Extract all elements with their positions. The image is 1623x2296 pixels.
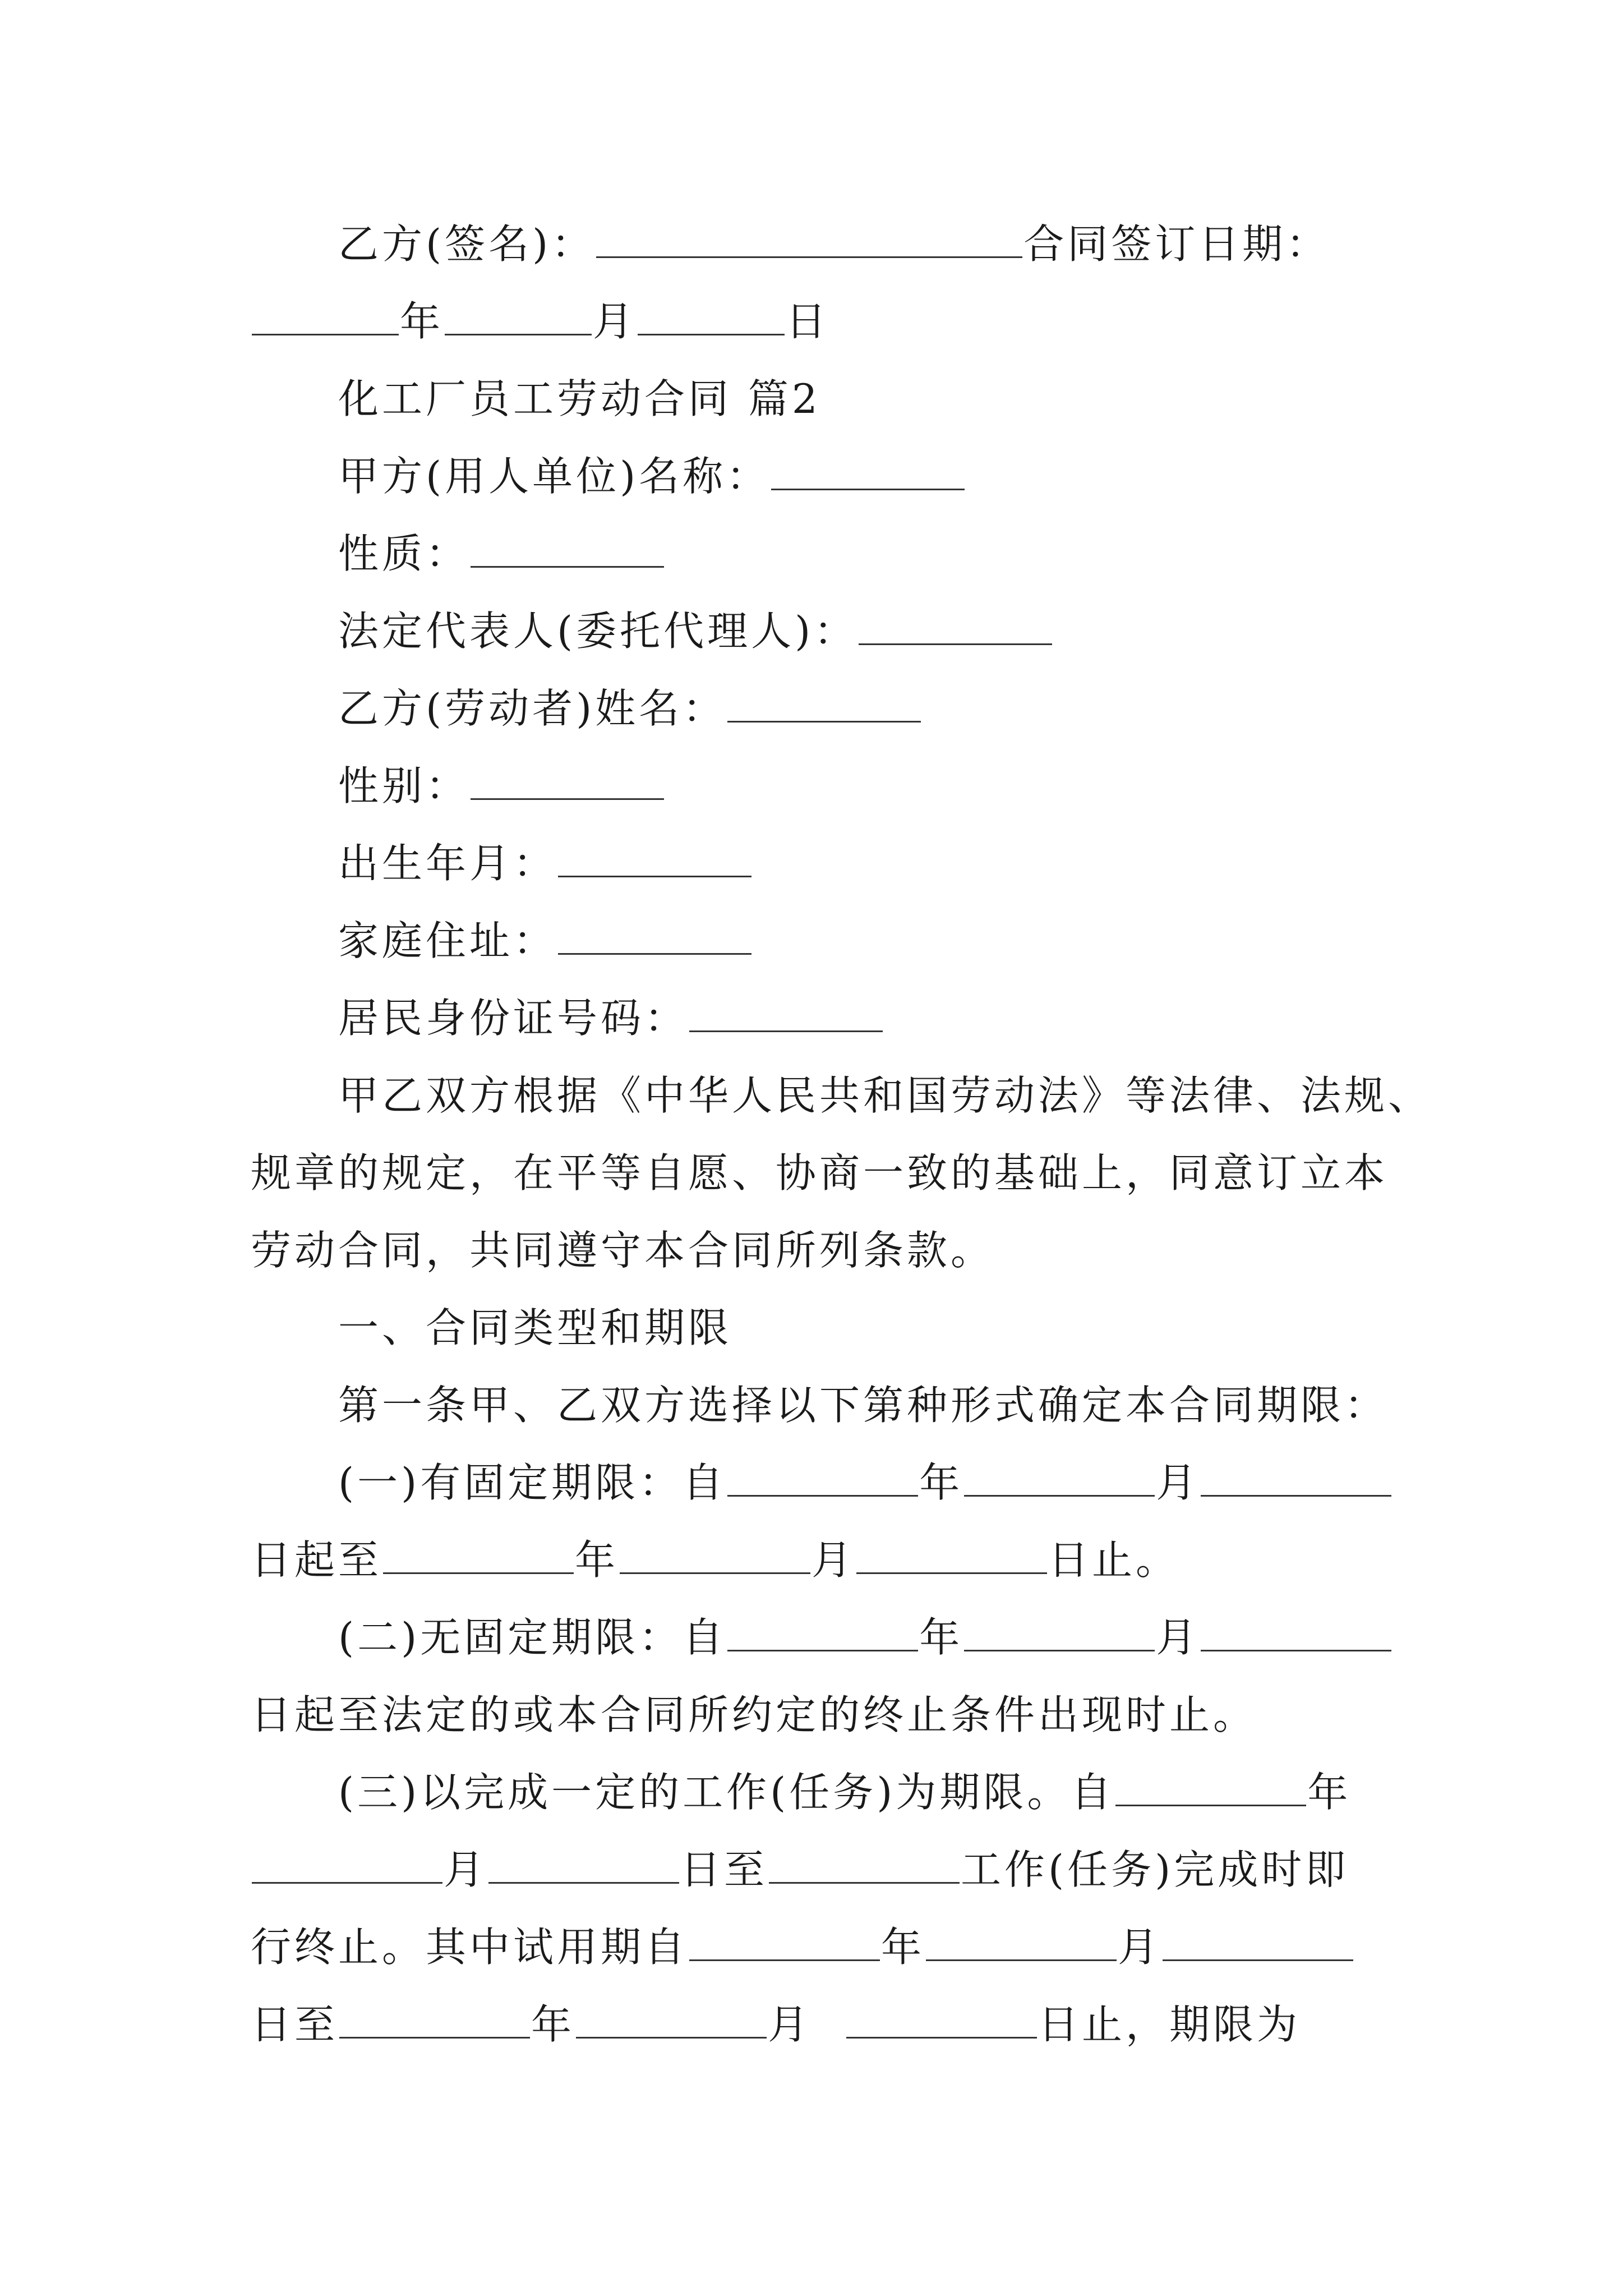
year-label: 年 bbox=[881, 1924, 925, 1971]
employer-name-line bbox=[338, 445, 966, 507]
end-day-label: 日止。 bbox=[1048, 1536, 1180, 1584]
party-b-signature-blank bbox=[596, 222, 1022, 258]
day-to-label: 日至 bbox=[251, 2001, 339, 2048]
year-label: 年 bbox=[575, 1536, 619, 1584]
signature-line bbox=[338, 213, 1330, 275]
open-term-label: (二)无固定期限：自 bbox=[338, 1614, 727, 1661]
address-blank bbox=[558, 918, 751, 955]
address-line bbox=[338, 910, 753, 972]
day-label: 日 bbox=[786, 298, 830, 345]
blank bbox=[926, 1925, 1117, 1961]
birth-date-blank bbox=[558, 841, 751, 877]
month-label: 月 bbox=[768, 2001, 812, 2048]
blank bbox=[856, 1538, 1047, 1574]
party-b-signature-label: 乙方(签名)： bbox=[338, 220, 596, 268]
employer-name-blank bbox=[771, 454, 965, 490]
blank bbox=[964, 1615, 1155, 1651]
blank bbox=[727, 1615, 918, 1651]
blank bbox=[964, 1460, 1155, 1497]
nature-label: 性质： bbox=[338, 530, 470, 577]
blank bbox=[576, 2002, 767, 2039]
gender-label: 性别： bbox=[338, 762, 470, 809]
signing-date-line bbox=[251, 291, 829, 352]
month-label: 月 bbox=[1156, 1459, 1200, 1506]
id-number-line bbox=[338, 987, 884, 1049]
period-label: 日止，期限为 bbox=[1038, 2001, 1301, 2048]
month-label: 月 bbox=[1156, 1614, 1200, 1661]
fixed-term-label: (一)有固定期限：自 bbox=[338, 1459, 727, 1506]
employee-name-label: 乙方(劳动者)姓名： bbox=[338, 685, 727, 732]
birth-date-label: 出生年月： bbox=[338, 840, 557, 887]
from-day-label: 日起至 bbox=[251, 1536, 382, 1584]
section-title: 一、合同类型和期限 bbox=[338, 1304, 732, 1351]
blank bbox=[689, 1925, 880, 1961]
legal-rep-line bbox=[338, 600, 1053, 662]
blank bbox=[383, 1538, 574, 1574]
month-label: 月 bbox=[811, 1536, 856, 1584]
year-label: 年 bbox=[1307, 1769, 1352, 1816]
day-to-label: 日至 bbox=[680, 1846, 768, 1893]
day-blank bbox=[638, 299, 785, 335]
birth-date-line bbox=[338, 832, 753, 894]
id-number-label: 居民身份证号码： bbox=[338, 995, 689, 1042]
month-label: 月 bbox=[444, 1846, 488, 1893]
year-label: 年 bbox=[400, 298, 444, 345]
legal-rep-blank bbox=[859, 609, 1052, 645]
task-term-line-2 bbox=[251, 1839, 1349, 1901]
blank bbox=[620, 1538, 810, 1574]
paragraph-line: 甲乙双方根据《中华人民共和国劳动法》等法律、法规、 bbox=[338, 1072, 1432, 1119]
open-term-line bbox=[338, 1607, 1393, 1668]
nature-blank bbox=[471, 531, 664, 568]
signing-date-label: 合同签订日期： bbox=[1023, 220, 1330, 268]
open-term-line-2: 日起至法定的或本合同所约定的终止条件出现时止。 bbox=[251, 1691, 1257, 1738]
blank bbox=[727, 1460, 918, 1497]
year-label: 年 bbox=[919, 1614, 963, 1661]
task-complete-label: 工作(任务)完成时即 bbox=[961, 1846, 1349, 1893]
blank bbox=[488, 1847, 679, 1884]
blank bbox=[1201, 1460, 1391, 1497]
blank bbox=[339, 2002, 530, 2039]
article-one-line: 第一条甲、乙双方选择以下第种形式确定本合同期限： bbox=[338, 1382, 1389, 1429]
month-label: 月 bbox=[1118, 1924, 1162, 1971]
employee-name-line bbox=[338, 678, 922, 739]
legal-rep-label: 法定代表人(委托代理人)： bbox=[338, 608, 858, 655]
gender-line bbox=[338, 755, 665, 817]
month-label: 月 bbox=[593, 298, 637, 345]
blank bbox=[1201, 1615, 1391, 1651]
task-term-label: (三)以完成一定的工作(任务)为期限。自 bbox=[338, 1769, 1115, 1816]
blank bbox=[1115, 1770, 1306, 1806]
address-label: 家庭住址： bbox=[338, 917, 557, 964]
blank bbox=[769, 1847, 960, 1884]
probation-line-2 bbox=[251, 1994, 1301, 2055]
month-blank bbox=[445, 299, 592, 335]
blank bbox=[1163, 1925, 1353, 1961]
blank bbox=[252, 1847, 442, 1884]
probation-line bbox=[251, 1916, 1354, 1978]
blank bbox=[846, 2002, 1037, 2039]
nature-line bbox=[338, 523, 665, 585]
task-term-line bbox=[338, 1761, 1351, 1823]
id-number-blank bbox=[689, 996, 883, 1032]
gender-blank bbox=[471, 763, 664, 800]
year-label: 年 bbox=[531, 2001, 575, 2048]
employer-name-label: 甲方(用人单位)名称： bbox=[338, 453, 771, 500]
year-blank bbox=[252, 299, 399, 335]
fixed-term-line-2 bbox=[251, 1529, 1179, 1591]
paragraph-line: 规章的规定，在平等自愿、协商一致的基础上，同意订立本 bbox=[251, 1149, 1389, 1197]
probation-label: 行终止。其中试用期自 bbox=[251, 1924, 689, 1971]
employee-name-blank bbox=[727, 686, 921, 723]
fixed-term-line bbox=[338, 1452, 1393, 1513]
section-heading: 化工厂员工劳动合同 篇2 bbox=[338, 375, 821, 422]
year-label: 年 bbox=[919, 1459, 963, 1506]
paragraph-line: 劳动合同，共同遵守本合同所列条款。 bbox=[251, 1227, 995, 1274]
